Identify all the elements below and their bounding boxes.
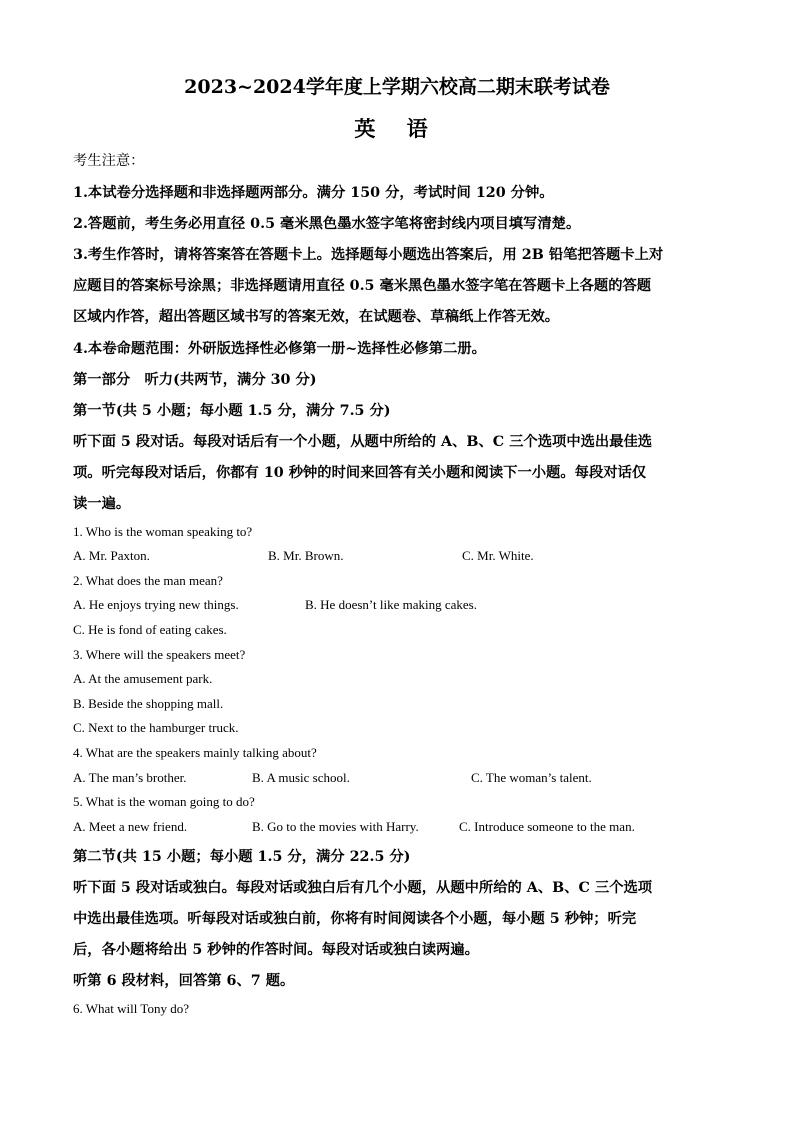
section2-instructions: 听下面 5 段对话或独白。每段对话或独白后有几个小题，从题中所给的 A、B、C 三个选项 xyxy=(73,880,653,896)
notice-heading: 考生注意： xyxy=(73,153,145,169)
section1-heading: 第一节(共 5 小题；每小题 1.5 分，满分 7.5 分) xyxy=(73,403,391,419)
option-b: B. Go to the movies with Harry. xyxy=(252,819,419,834)
notice-item: 1.本试卷分选择题和非选择题两部分。满分 150 分，考试时间 120 分钟。 xyxy=(73,185,554,201)
question-stem: 4. What are the speakers mainly talking about? xyxy=(73,745,317,760)
section1-instructions: 项。听完每段对话后，你都有 10 秒钟的时间来回答有关小题和阅读下一小题。每段对话仅 xyxy=(73,465,647,481)
question-stem: 1. Who is the woman speaking to? xyxy=(73,524,253,539)
option-a: A. The man’s brother. xyxy=(73,770,187,785)
section2-heading: 第二节(共 15 小题；每小题 1.5 分，满分 22.5 分) xyxy=(73,849,411,865)
option-b: B. Mr. Brown. xyxy=(268,548,344,563)
option-c: C. Mr. White. xyxy=(462,548,534,563)
section2-instructions: 中选出最佳选项。听每段对话或独白前，你将有时间阅读各个小题，每小题 5 秒钟；听完 xyxy=(73,911,637,927)
notice-item: 应题目的答案标号涂黑；非选择题请用直径 0.5 毫米黑色墨水签字笔在答题卡上各题的答题 xyxy=(73,278,652,294)
option-a: A. He enjoys trying new things. xyxy=(73,597,239,612)
notice-item: 3.考生作答时，请将答案答在答题卡上。选择题每小题选出答案后，用 2B 铅笔把答题卡上对 xyxy=(73,247,664,263)
option-a: A. Mr. Paxton. xyxy=(73,548,150,563)
notice-item: 2.答题前，考生务必用直径 0.5 毫米黑色墨水签字笔将密封线内项目填写清楚。 xyxy=(73,216,581,232)
part1-heading: 第一部分 听力(共两节，满分 30 分) xyxy=(73,372,317,388)
question-stem: 5. What is the woman going to do? xyxy=(73,794,255,809)
question-stem: 2. What does the man mean? xyxy=(73,573,223,588)
option-b: B. Beside the shopping mall. xyxy=(73,696,224,711)
passage6-heading: 听第 6 段材料，回答第 6、7 题。 xyxy=(73,973,295,989)
option-c: C. Next to the hamburger truck. xyxy=(73,720,239,735)
option-c: C. Introduce someone to the man. xyxy=(459,819,635,834)
notice-item: 区域内作答，超出答题区域书写的答案无效，在试题卷、草稿纸上作答无效。 xyxy=(73,309,560,325)
option-c: C. He is fond of eating cakes. xyxy=(73,622,227,637)
option-a: A. At the amusement park. xyxy=(73,671,213,686)
question-stem: 3. Where will the speakers meet? xyxy=(73,647,246,662)
notice-item: 4.本卷命题范围：外研版选择性必修第一册~选择性必修第二册。 xyxy=(73,341,486,357)
section1-instructions: 听下面 5 段对话。每段对话后有一个小题，从题中所给的 A、B、C 三个选项中选出最佳选 xyxy=(73,434,653,450)
section1-instructions: 读一遍。 xyxy=(73,496,131,512)
exam-title: 2023~2024学年度上学期六校高二期末联考试卷 xyxy=(184,76,610,98)
option-a: A. Meet a new friend. xyxy=(73,819,188,834)
subject-title: 英 语 xyxy=(354,116,440,141)
option-b: B. He doesn’t like making cakes. xyxy=(305,597,477,612)
option-c: C. The woman’s talent. xyxy=(471,770,592,785)
section2-instructions: 后，各小题将给出 5 秒钟的作答时间。每段对话或独白读两遍。 xyxy=(73,942,479,958)
question-stem: 6. What will Tony do? xyxy=(73,1001,189,1016)
option-b: B. A music school. xyxy=(252,770,350,785)
